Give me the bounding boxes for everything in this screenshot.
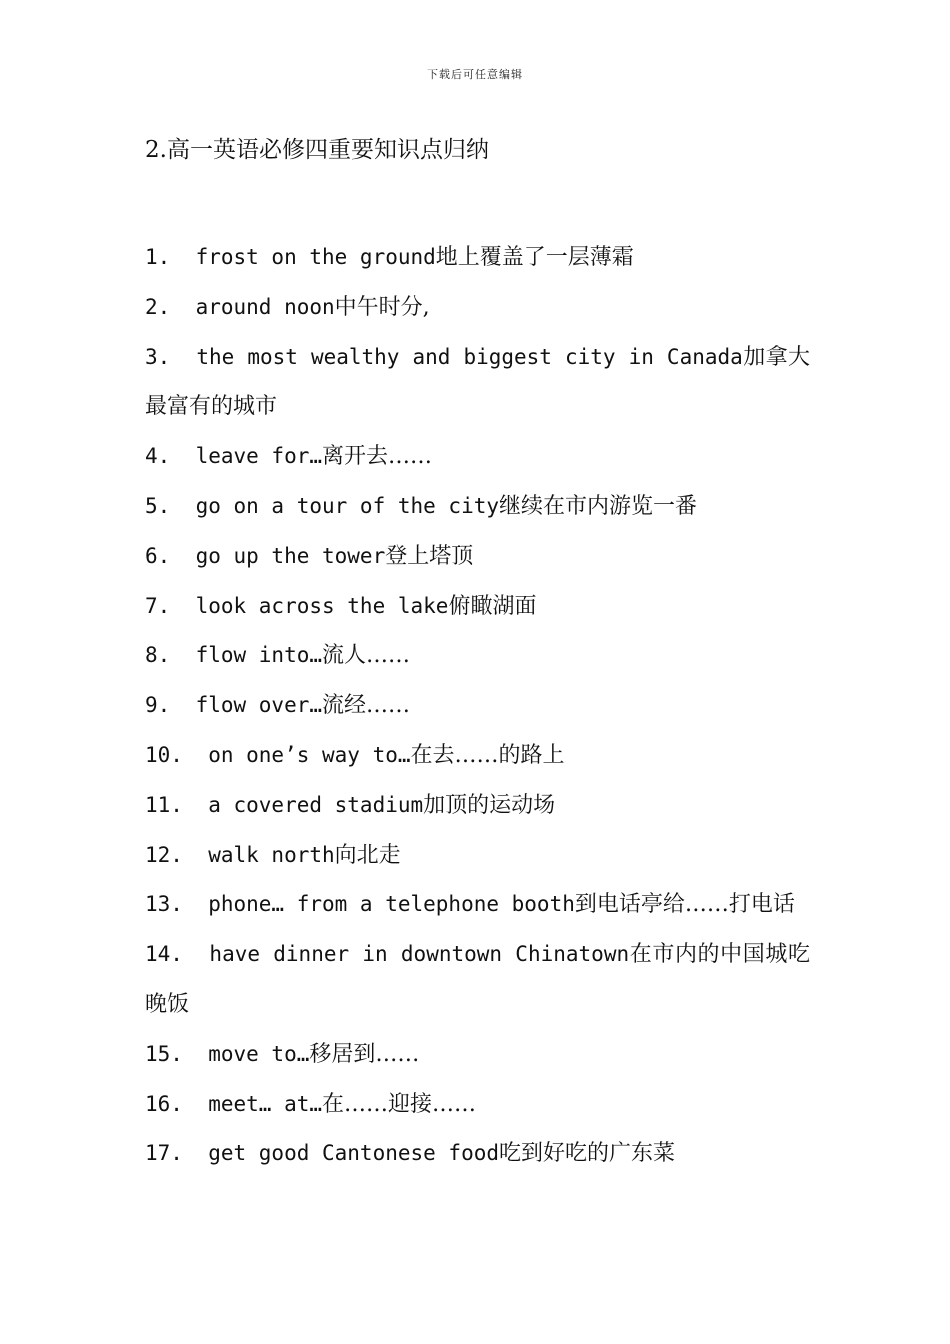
phrase-chinese: 俯瞰湖面 [448,593,537,619]
phrase-chinese: 在市内的中国城吃晚饭 [145,942,810,1017]
list-item [145,333,810,433]
phrase-chinese: 到电话亭给……打电话 [574,892,795,918]
list-item [145,681,810,731]
phrase-chinese: 在去……的路上 [410,742,565,768]
phrase-chinese: 向北走 [334,842,401,868]
phrase-english: 8. flow into… [145,643,323,668]
list-item [145,930,810,1030]
phrase-english: 4. leave for… [145,444,323,469]
phrase-chinese: 移居到…… [309,1041,420,1067]
list-item [145,1129,810,1179]
phrase-chinese: 登上塔顶 [385,543,474,569]
phrase-chinese: 加拿大最富有的城市 [145,344,810,420]
list-item [145,233,810,283]
list-item [145,831,810,881]
phrase-chinese: 中午时分, [334,294,430,320]
phrase-english: 3. the most wealthy and biggest city in Canada [145,344,743,369]
list-item [145,482,810,532]
phrase-chinese: 地上覆盖了一层薄霜 [435,245,634,270]
phrase-list [145,233,810,1179]
phrase-english: 2. around noon [145,294,335,319]
phrase-chinese: 流人…… [322,643,411,669]
list-item [145,432,810,482]
list-item [145,880,810,930]
phrase-chinese: 在……迎接…… [322,1091,477,1117]
phrase-chinese: 继续在市内游览一番 [499,493,698,519]
phrase-english: 10. on one’s way to… [145,742,411,767]
phrase-english: 1. frost on the ground [145,245,436,269]
list-item [145,631,810,681]
list-item [145,781,810,831]
phrase-chinese: 吃到好吃的广东菜 [499,1141,676,1167]
list-item [145,532,810,582]
list-item [145,731,810,781]
phrase-english: 9. flow over… [145,693,323,718]
document-title: 2.高一英语必修四重要知识点归纳 [145,137,489,163]
phrase-english: 11. a covered stadium [145,792,424,817]
list-item [145,1030,810,1080]
phrase-english: 17. get good Cantonese food [145,1141,500,1166]
phrase-chinese: 离开去…… [322,444,433,470]
phrase-chinese: 加顶的运动场 [423,792,556,818]
phrase-english: 15. move to… [145,1041,310,1066]
phrase-english: 16. meet… at… [145,1091,323,1116]
phrase-english: 7. look across the lake [145,593,449,618]
phrase-english: 14. have dinner in downtown Chinatown [145,942,630,967]
list-item [145,1080,810,1130]
header-note: 下载后可任意编辑 [427,68,523,81]
list-item [145,582,810,632]
phrase-english: 5. go on a tour of the city [145,493,500,518]
list-item [145,283,810,333]
phrase-chinese: 流经…… [322,693,411,719]
phrase-english: 12. walk north [145,842,335,867]
phrase-english: 13. phone… from a telephone booth [145,892,575,917]
phrase-english: 6. go up the tower [145,543,386,568]
